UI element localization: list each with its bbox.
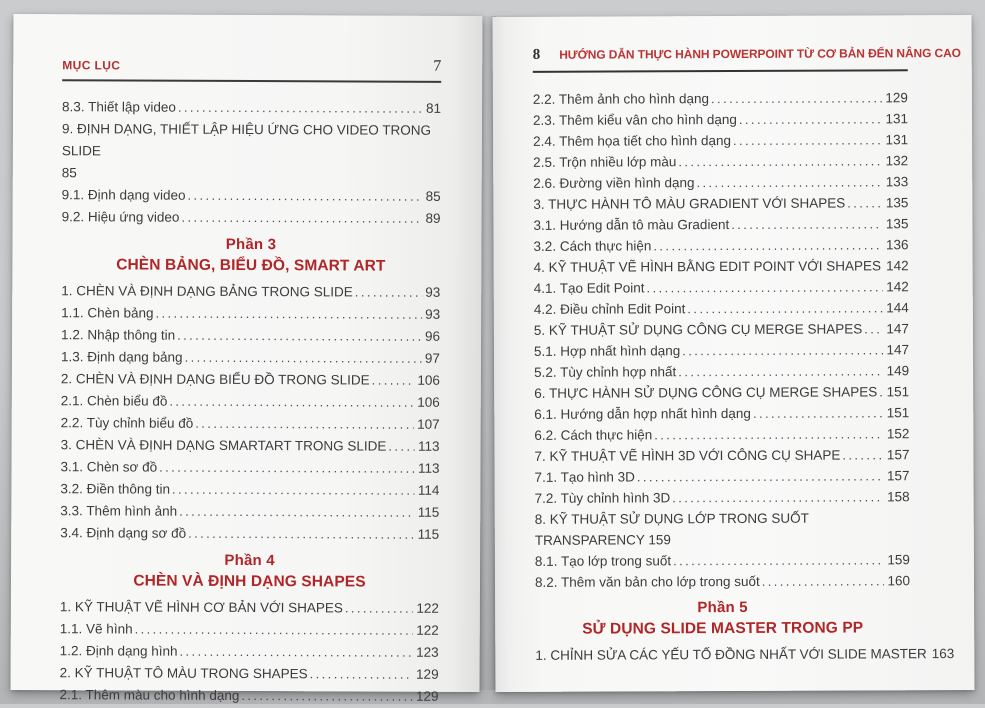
toc-entry xyxy=(61,368,440,392)
toc-entry xyxy=(60,618,439,642)
toc-entry: 9. ĐỊNH DẠNG, THIẾT LẬP HIỆU ỨNG CHO VIDEO TRONG SLIDE xyxy=(62,118,441,164)
toc-entry-page: 122 xyxy=(416,598,439,620)
dot-leader xyxy=(753,402,884,424)
toc-entry-text: 3.1. Hướng dẫn tô màu Gradient xyxy=(533,214,729,236)
toc-entry-page: 85 xyxy=(426,186,441,208)
toc-entry: 8. KỸ THUẬT SỬ DỤNG LỚP TRONG SUỐT TRANSPARENCY 159 xyxy=(535,507,910,551)
dot-leader xyxy=(687,297,883,319)
toc-entry-page: 115 xyxy=(418,502,440,524)
toc-entry xyxy=(533,129,908,152)
toc-entry-text: 6. THỰC HÀNH SỬ DỤNG CÔNG CỤ MERGE SHAPES xyxy=(534,381,877,403)
dot-leader xyxy=(696,171,882,193)
toc-entry-text: 3.4. Định dạng sơ đồ xyxy=(60,522,186,545)
toc-entry-page: 152 xyxy=(887,423,910,444)
toc-entry xyxy=(62,184,441,208)
toc-entry-text: 2.2. Thêm ảnh cho hình dạng xyxy=(533,88,709,110)
toc-entry xyxy=(60,640,439,664)
toc-section-part: Phần 4 xyxy=(60,549,439,572)
toc-section-title: CHÈN VÀ ĐỊNH DẠNG SHAPES xyxy=(60,570,439,594)
toc-entry xyxy=(534,276,909,299)
dot-leader xyxy=(177,325,422,348)
toc-entry-page: 114 xyxy=(418,480,440,502)
toc-entry-text: 2.3. Thêm kiểu vân cho hình dạng xyxy=(533,109,737,131)
toc-entry xyxy=(61,280,440,304)
toc-entry-text: 1.1. Chèn bảng xyxy=(61,302,153,324)
dot-leader xyxy=(842,444,884,465)
toc-entry xyxy=(535,549,910,572)
toc-entry xyxy=(61,302,440,326)
toc-entry-page: 129 xyxy=(885,87,908,108)
right-page xyxy=(493,15,975,692)
toc-entry xyxy=(534,339,909,362)
toc-section-part: Phần 5 xyxy=(535,596,910,619)
toc-entry-text: 2.1. Chèn biểu đồ xyxy=(61,390,168,412)
toc-entry-text: 1.3. Định dạng bảng xyxy=(61,346,183,369)
toc-entry xyxy=(61,390,440,414)
toc-entry xyxy=(60,596,439,620)
toc-entry xyxy=(60,662,439,686)
dot-leader xyxy=(181,207,422,230)
toc-entry-page: 129 xyxy=(416,664,439,686)
toc-section-title: CHÈN BẢNG, BIỂU ĐỒ, SMART ART xyxy=(61,254,440,278)
dot-leader xyxy=(673,549,884,571)
toc-entry-text: 3.2. Cách thực hiện xyxy=(533,235,651,257)
toc-entry xyxy=(535,570,910,593)
dot-leader xyxy=(172,479,415,502)
toc-entry-text: 2. KỸ THUẬT TÔ MÀU TRONG SHAPES xyxy=(60,662,308,685)
dot-leader xyxy=(188,523,415,546)
toc-entry-page: 93 xyxy=(425,282,440,304)
toc-entry-page: 144 xyxy=(886,297,909,318)
dot-leader xyxy=(155,303,422,326)
toc-entry-page: 135 xyxy=(886,192,909,213)
toc-entry-text: 3.3. Thêm hình ảnh xyxy=(60,500,177,523)
dot-leader xyxy=(711,87,882,109)
toc-entry-page: 147 xyxy=(886,339,909,360)
right-page-header-title: HƯỚNG DẪN THỰC HÀNH POWERPOINT TỪ CƠ BẢN ĐẾN NÂNG CAO xyxy=(559,46,961,62)
toc-entry-text: 1.2. Định dạng hình xyxy=(60,640,178,663)
toc-entry-text: 6.1. Hướng dẫn hợp nhất hình dạng xyxy=(534,403,751,425)
dot-leader xyxy=(762,570,885,592)
toc-section-heading xyxy=(60,549,439,594)
toc-entry-text: 3.2. Điền thông tin xyxy=(60,478,170,500)
toc-entry-text: 4.1. Tạo Edit Point xyxy=(534,277,645,298)
toc-section-part: Phần 3 xyxy=(61,233,440,256)
dot-leader xyxy=(388,436,415,458)
toc-entry-page: 157 xyxy=(887,465,910,486)
toc-entry xyxy=(61,434,440,458)
toc-entry-text: 8.1. Tạo lớp trong suốt xyxy=(535,550,671,572)
toc-entry xyxy=(534,255,909,278)
dot-leader xyxy=(310,663,414,685)
toc-entry-text: 2.4. Thêm họa tiết cho hình dạng xyxy=(533,130,731,152)
dot-leader xyxy=(345,597,414,619)
toc-entry-page: 133 xyxy=(886,171,909,192)
dot-leader xyxy=(678,150,882,172)
toc-entry-text: 6.2. Cách thực hiện xyxy=(534,424,652,446)
toc-section-title: SỬ DỤNG SLIDE MASTER TRONG PP xyxy=(535,617,910,641)
toc-entry-page: 131 xyxy=(885,129,908,150)
dot-leader xyxy=(241,685,413,708)
dot-leader xyxy=(731,213,883,235)
toc-entry xyxy=(533,192,908,215)
dot-leader xyxy=(195,413,414,436)
toc-entry-page: 113 xyxy=(418,458,440,480)
toc-entry-text: 5.2. Tùy chỉnh hợp nhất xyxy=(534,361,676,383)
toc-entry xyxy=(534,360,909,383)
toc-entry-page: 106 xyxy=(417,392,440,414)
toc-entry xyxy=(534,297,909,320)
toc-entry xyxy=(534,444,909,467)
toc-entry-page: 96 xyxy=(425,326,440,348)
toc-entry xyxy=(534,381,909,404)
toc-entry xyxy=(534,423,909,446)
dot-leader xyxy=(637,465,884,487)
dot-leader xyxy=(169,391,414,414)
toc-entry-page: 151 xyxy=(887,381,910,402)
toc-entry-text: 8.3. Thiết lập video xyxy=(62,96,176,118)
toc-entry-text: 2.5. Trộn nhiều lớp màu xyxy=(533,151,676,173)
toc-entry-page: 158 xyxy=(887,486,910,507)
toc-entry-text: 2.2. Tùy chỉnh biểu đồ xyxy=(61,412,194,435)
toc-entry xyxy=(535,486,910,509)
toc-entry-page: 97 xyxy=(425,348,440,370)
dot-leader xyxy=(187,185,422,208)
toc-entry-text: 2. CHÈN VÀ ĐỊNH DẠNG BIỂU ĐỒ TRONG SLIDE xyxy=(61,368,370,391)
left-page-header-title: MỤC LỤC xyxy=(62,58,120,72)
left-toc-list xyxy=(59,96,441,708)
dot-leader xyxy=(135,619,414,642)
toc-entry-page: 151 xyxy=(887,402,910,423)
toc-entry xyxy=(534,465,909,488)
dot-leader xyxy=(678,360,883,382)
dot-leader xyxy=(864,318,883,339)
dot-leader xyxy=(159,457,415,480)
toc-entry xyxy=(61,324,440,348)
dot-leader xyxy=(682,339,883,361)
toc-entry-page: 149 xyxy=(887,360,910,381)
toc-entry-page: 93 xyxy=(425,304,440,326)
toc-entry xyxy=(533,234,908,257)
dot-leader xyxy=(178,97,423,120)
right-toc-list xyxy=(533,87,911,666)
toc-entry xyxy=(60,522,439,546)
left-page-header xyxy=(62,56,441,83)
toc-section-heading xyxy=(61,233,440,278)
toc-entry-text: 1. KỸ THUẬT VẼ HÌNH CƠ BẢN VỚI SHAPES xyxy=(60,596,343,619)
toc-entry-page: 85 xyxy=(62,162,441,186)
toc-entry-text: 4. KỸ THUẬT VẼ HÌNH BẰNG EDIT POINT VỚI SHAPES xyxy=(534,255,882,278)
toc-entry-page: 89 xyxy=(426,208,441,230)
toc-entry-text: 9.2. Hiệu ứng video xyxy=(62,206,180,229)
toc-entry-page: 106 xyxy=(417,370,440,392)
toc-entry-page: 136 xyxy=(886,234,909,255)
toc-entry xyxy=(62,96,441,120)
dot-leader xyxy=(733,129,883,151)
toc-entry-text: 7.1. Tạo hình 3D xyxy=(534,466,634,487)
toc-entry xyxy=(533,213,908,236)
dot-leader xyxy=(653,234,883,256)
toc-entry-text: 5.1. Hợp nhất hình dạng xyxy=(534,340,680,362)
toc-entry-text: 1.1. Vẽ hình xyxy=(60,618,133,640)
toc-section-heading xyxy=(535,596,910,641)
toc-entry xyxy=(534,402,909,425)
toc-entry-page: 132 xyxy=(886,150,909,171)
toc-entry xyxy=(533,150,908,173)
dot-leader xyxy=(879,381,883,402)
toc-entry-text: 2.1. Thêm màu cho hình dạng xyxy=(59,684,239,707)
toc-entry-page: 135 xyxy=(886,213,909,234)
dot-leader xyxy=(847,192,883,213)
toc-entry-page: 163 xyxy=(932,643,955,664)
toc-entry-text: 5. KỸ THUẬT SỬ DỤNG CÔNG CỤ MERGE SHAPES xyxy=(534,318,862,340)
toc-entry-text: 1. CHỈNH SỬA CÁC YẾU TỐ ĐỒNG NHẤT VỚI SLIDE MASTER xyxy=(535,643,927,666)
toc-entry xyxy=(535,643,910,666)
toc-entry-text: 7. KỸ THUẬT VẼ HÌNH 3D VỚI CÔNG CỤ SHAPE xyxy=(534,445,840,467)
toc-entry-text: 7.2. Tùy chỉnh hình 3D xyxy=(535,487,671,509)
toc-entry xyxy=(59,684,438,708)
toc-entry-text: 1. CHÈN VÀ ĐỊNH DẠNG BẢNG TRONG SLIDE xyxy=(61,280,353,303)
toc-entry-page: 129 xyxy=(416,686,439,708)
toc-entry-page: 160 xyxy=(887,570,910,591)
toc-entry xyxy=(534,318,909,341)
toc-entry xyxy=(61,346,440,370)
toc-entry-text: 9.1. Định dạng video xyxy=(62,184,186,207)
toc-entry xyxy=(60,456,439,480)
toc-entry-text: 3.1. Chèn sơ đồ xyxy=(60,456,157,478)
dot-leader xyxy=(179,641,413,664)
dot-leader xyxy=(185,347,422,370)
toc-entry-page: 115 xyxy=(418,524,440,546)
toc-entry-page: 157 xyxy=(887,444,910,465)
dot-leader xyxy=(355,281,423,303)
dot-leader xyxy=(672,486,884,508)
toc-entry-text: 1.2. Nhập thông tin xyxy=(61,324,175,346)
toc-entry-page: 123 xyxy=(416,642,439,664)
toc-entry-page: 81 xyxy=(426,98,441,120)
toc-entry-page: 113 xyxy=(418,436,440,458)
toc-entry xyxy=(533,108,908,131)
toc-entry-text: 4.2. Điều chỉnh Edit Point xyxy=(534,298,686,320)
dot-leader xyxy=(654,423,884,445)
toc-entry-page: 159 xyxy=(887,549,910,570)
toc-entry-text: 2.6. Đường viền hình dạng xyxy=(533,172,694,194)
dot-leader xyxy=(646,276,883,298)
toc-entry-page: 147 xyxy=(886,318,909,339)
dot-leader xyxy=(739,108,883,130)
toc-entry-page: 142 xyxy=(886,255,909,276)
dot-leader xyxy=(372,370,415,392)
toc-entry-page: 122 xyxy=(416,620,439,642)
toc-entry-page: 131 xyxy=(885,108,908,129)
toc-entry-text: 8.2. Thêm văn bản cho lớp trong suốt xyxy=(535,571,760,593)
toc-entry-text: 3. CHÈN VÀ ĐỊNH DẠNG SMARTART TRONG SLIDE xyxy=(61,434,387,457)
toc-entry-text: 3. THỰC HÀNH TÔ MÀU GRADIENT VỚI SHAPES xyxy=(533,193,845,215)
toc-entry xyxy=(533,171,908,194)
toc-entry xyxy=(533,87,908,110)
toc-entry xyxy=(62,206,441,230)
dot-leader xyxy=(179,501,415,524)
right-page-header xyxy=(533,45,908,73)
toc-entry xyxy=(61,412,440,436)
toc-entry-page: 107 xyxy=(417,414,440,436)
toc-entry-page: 142 xyxy=(886,276,909,297)
toc-entry xyxy=(60,500,439,524)
toc-entry xyxy=(60,478,439,502)
left-page xyxy=(11,14,483,692)
left-page-number: 7 xyxy=(433,58,441,76)
right-page-number: 8 xyxy=(533,47,541,64)
